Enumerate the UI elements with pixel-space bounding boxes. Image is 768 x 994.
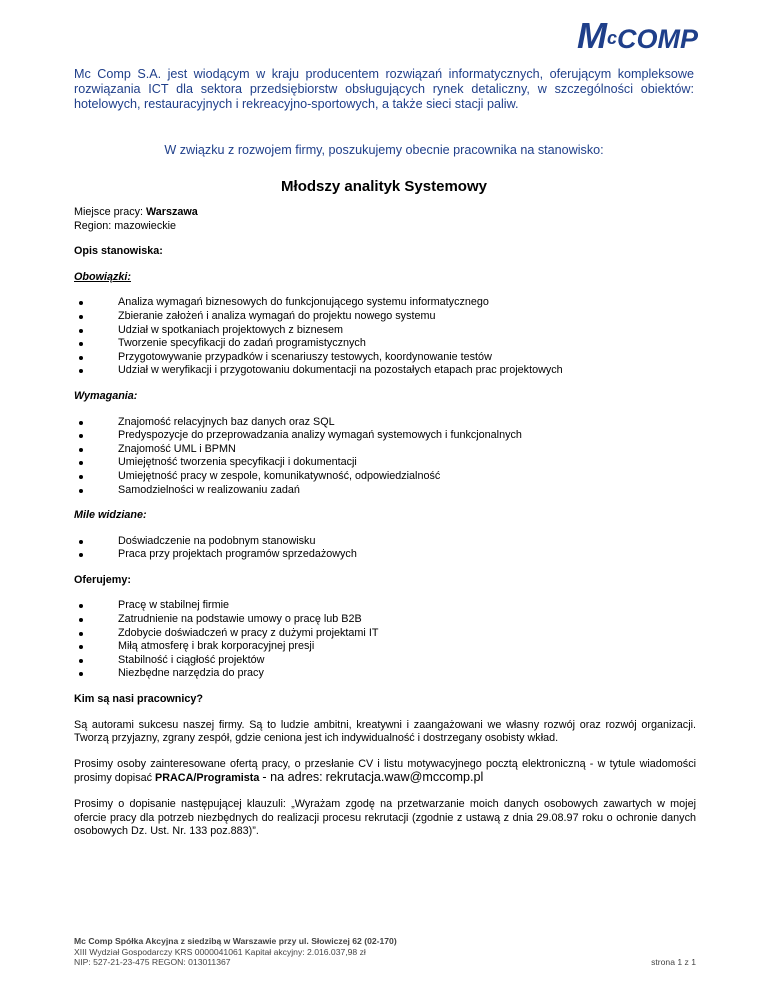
mile-list [74, 535, 696, 562]
list-item: Znajomość relacyjnych baz danych oraz SQL [74, 416, 696, 430]
oferujemy-list [74, 599, 696, 681]
opis-heading: Opis stanowiska: [74, 245, 163, 258]
mccomp-logo [576, 15, 698, 56]
footer [74, 936, 696, 968]
footer-line-2: XIII Wydział Gospodarczy KRS 0000041061 Kapitał akcyjny: 2.016.037,98 zł [74, 946, 366, 957]
kim-text: Są autorami sukcesu naszej firmy. Są to ludzie ambitni, kreatywni i zaangażowani we własny rozwój oraz rozwój organizacji. Tworzą przyjazny, zgrany zespół, gdzie ceniona jest ich indywidualność i dostrzegany osobisty wkład. [74, 718, 696, 745]
list-item: Predyspozycje do przeprowadzania analizy wymagań systemowych i funkcjonalnych [74, 429, 696, 443]
footer-line-1: Mc Comp Spółka Akcyjna z siedzibą w Warszawie przy ul. Słowiczej 62 (02-170) [74, 936, 397, 946]
oferujemy-heading: Oferujemy: [74, 573, 131, 586]
mile-heading: Mile widziane: [74, 509, 147, 522]
list-item: Udział w weryfikacji i przygotowaniu dokumentacji na pozostałych etapach prac projektowych [74, 364, 696, 378]
obowiazki-list [74, 296, 696, 378]
company-intro: Mc Comp S.A. jest wiodącym w kraju producentem rozwiązań informatycznych, oferującym kompleksowe rozwiązania ICT dla sektora przedsiębiorstw obsługujących rynek detaliczny, w szczególności obiektów: hotelowych, restauracyjnych i rekreacyjno-sportowych, a także sieci stacji paliw. [74, 67, 694, 111]
list-item: Znajomość UML i BPMN [74, 443, 696, 457]
location-value: Warszawa [146, 206, 198, 218]
kim-heading: Kim są nasi pracownicy? [74, 693, 204, 706]
apply-paragraph [74, 758, 696, 786]
list-item: Pracę w stabilnej firmie [74, 599, 696, 613]
wymagania-list [74, 416, 696, 498]
obowiazki-heading-text: Obowiązki: [74, 270, 131, 283]
logo-m: M [576, 15, 607, 56]
logo-c: c [606, 28, 617, 48]
apply-address-label: - na adres: [262, 770, 323, 785]
apply-text: Prosimy osoby zainteresowane ofertą pracy, o przesłanie CV i listu motywacyjnego pocztą elektroniczną - w tytule wiadomości prosimy dopisać [74, 757, 696, 785]
list-item: Analiza wymagań biznesowych do funkcjonującego systemu informatycznego [74, 296, 696, 310]
apply-email[interactable]: rekrutacja.waw@mccomp.pl [325, 770, 484, 785]
list-item: Udział w spotkaniach projektowych z biznesem [74, 324, 696, 338]
location-line [74, 206, 696, 220]
page-number: strona 1 z 1 [651, 957, 696, 967]
region-line: Region: mazowieckie [74, 219, 177, 232]
list-item: Zatrudnienie na podstawie umowy o pracę lub B2B [74, 613, 696, 627]
list-item: Stabilność i ciągłość projektów [74, 654, 696, 668]
list-item: Zbieranie założeń i analiza wymagań do projektu nowego systemu [74, 310, 696, 324]
list-item: Przygotowywanie przypadków i scenariuszy testowych, koordynowanie testów [74, 351, 696, 365]
job-content [74, 206, 696, 839]
list-item: Samodzielności w realizowaniu zadań [74, 484, 696, 498]
list-item: Tworzenie specyfikacji do zadań programistycznych [74, 337, 696, 351]
list-item: Umiejętność tworzenia specyfikacji i dokumentacji [74, 456, 696, 470]
logo-comp: COMP [617, 24, 698, 54]
wymagania-heading: Wymagania: [74, 389, 138, 402]
list-item: Umiejętność pracy w zespole, komunikatywność, odpowiedzialność [74, 470, 696, 484]
list-item: Niezbędne narzędzia do pracy [74, 667, 696, 681]
announcement: W związku z rozwojem firmy, poszukujemy obecnie pracownika na stanowisko: [164, 143, 604, 157]
list-item: Doświadczenie na podobnym stanowisku [74, 535, 696, 549]
consent-clause: Prosimy o dopisanie następującej klauzuli: „Wyrażam zgodę na przetwarzanie moich danych osobowych zawartych w mojej ofercie pracy dla potrzeb niezbędnych do realizacji procesu rekrutacji (zgodnie z ustawą z dnia 29.08.97 roku o ochronie danych osobowych Dz. Ust. Nr. 133 poz.883)”. [74, 798, 696, 838]
location-label: Miejsce pracy: [74, 206, 143, 218]
apply-subject: PRACA/Programista [155, 772, 260, 785]
list-item: Zdobycie doświadczeń w pracy z dużymi projektami IT [74, 627, 696, 641]
footer-line-3: NIP: 527-21-23-475 REGON: 013011367 [74, 957, 231, 968]
list-item: Miłą atmosferę i brak korporacyjnej presji [74, 640, 696, 654]
job-title: Młodszy analityk Systemowy [281, 178, 487, 195]
list-item: Praca przy projektach programów sprzedażowych [74, 548, 696, 562]
obowiazki-heading [74, 271, 696, 285]
